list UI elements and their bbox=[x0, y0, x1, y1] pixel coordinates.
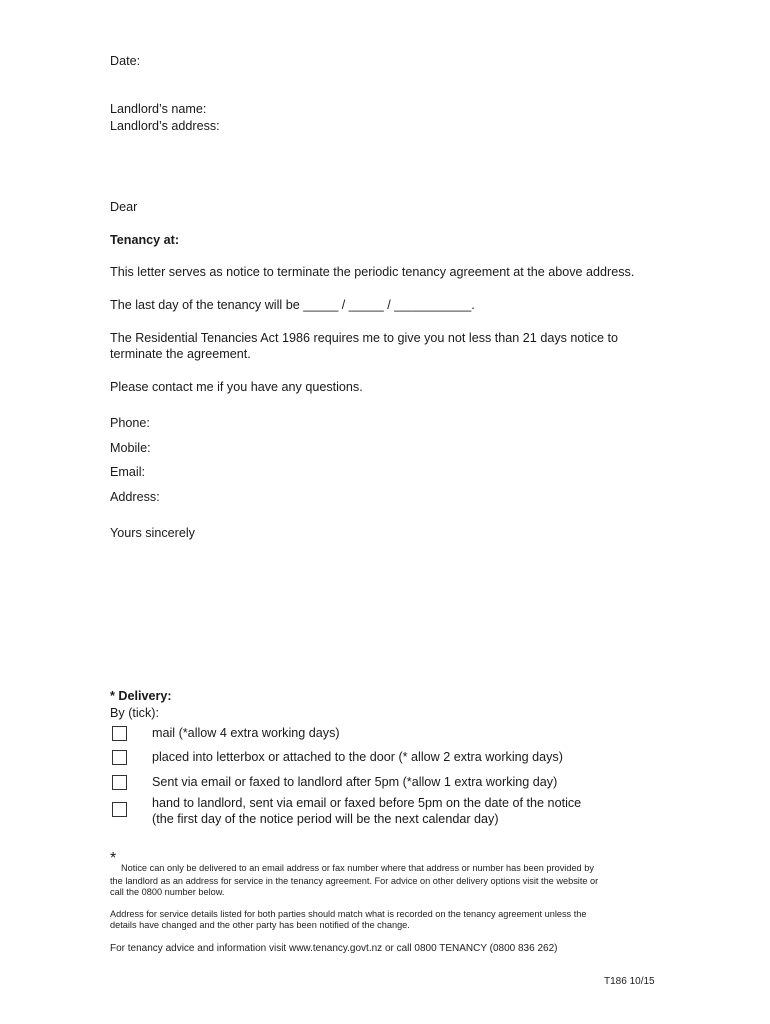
note1-line-1: Notice can only be delivered to an email address or fax number where that address or number has been provided by bbox=[121, 863, 594, 873]
act-text-line-1: The Residential Tenancies Act 1986 requires me to give you not less than 21 days notice to bbox=[110, 331, 619, 345]
closing: Yours sincerely bbox=[110, 526, 195, 540]
delivery-letterbox-checkbox[interactable] bbox=[112, 750, 127, 765]
note2-line-2: details have changed and the other party has been notified of the change. bbox=[110, 920, 410, 930]
delivery-heading: * Delivery: bbox=[110, 689, 172, 703]
date-label: Date: bbox=[110, 54, 141, 68]
delivery-letterbox-label: placed into letterbox or attached to the door (* allow 2 extra working days) bbox=[152, 750, 563, 764]
delivery-mail-label: mail (*allow 4 extra working days) bbox=[152, 726, 340, 740]
address-label: Address: bbox=[110, 490, 160, 504]
delivery-mail-checkbox[interactable] bbox=[112, 726, 127, 741]
mobile-label: Mobile: bbox=[110, 441, 151, 455]
landlord-address-label: Landlord’s address: bbox=[110, 119, 220, 133]
delivery-hand-label-line-1: hand to landlord, sent via email or faxed before 5pm on the date of the notice bbox=[152, 796, 582, 810]
phone-label: Phone: bbox=[110, 416, 150, 430]
note1-line-2: the landlord as an address for service in the tenancy agreement. For advice on other delivery options visit the website or bbox=[110, 876, 599, 886]
delivery-hand-checkbox[interactable] bbox=[112, 802, 127, 817]
contact-sentence: Please contact me if you have any questions. bbox=[110, 380, 363, 394]
note1-line-3: call the 0800 number below. bbox=[110, 887, 225, 897]
footer-advice: For tenancy advice and information visit www.tenancy.govt.nz or call 0800 TENANCY (0800 836 262) bbox=[110, 943, 558, 954]
by-tick-label: By (tick): bbox=[110, 706, 159, 720]
note2-line-1: Address for service details listed for both parties should match what is recorded on the tenancy agreement unless the bbox=[110, 909, 587, 919]
email-label: Email: bbox=[110, 465, 145, 479]
notice-sentence: This letter serves as notice to terminate the periodic tenancy agreement at the above address. bbox=[110, 265, 635, 279]
last-day-sentence: The last day of the tenancy will be _____ / _____ / ___________. bbox=[110, 298, 475, 312]
delivery-after-5pm-label: Sent via email or faxed to landlord after 5pm (*allow 1 extra working day) bbox=[152, 775, 558, 789]
act-text-line-2: terminate the agreement. bbox=[110, 347, 251, 361]
delivery-hand-label-line-2: (the first day of the notice period will be the next calendar day) bbox=[152, 812, 499, 826]
landlord-name-label: Landlord’s name: bbox=[110, 102, 207, 116]
tenancy-at-label: Tenancy at: bbox=[110, 233, 180, 247]
note-asterisk: * bbox=[110, 850, 117, 867]
form-code: T186 10/15 bbox=[604, 976, 655, 987]
delivery-after-5pm-checkbox[interactable] bbox=[112, 775, 127, 790]
salutation: Dear bbox=[110, 200, 138, 214]
